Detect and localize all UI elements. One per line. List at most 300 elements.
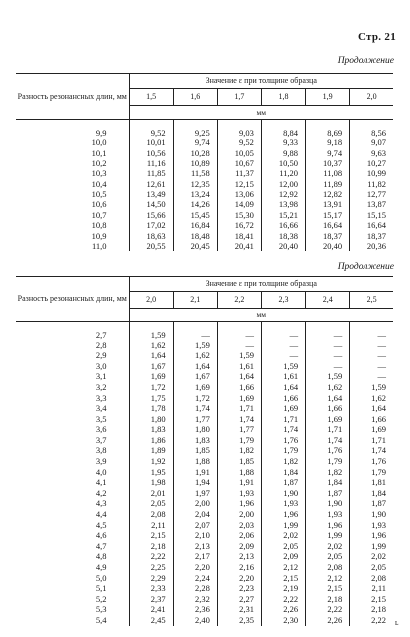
- epsilon-value-cell: 9,88: [261, 148, 305, 158]
- epsilon-value-cell: 1,92: [129, 456, 173, 467]
- epsilon-value-cell: 1,71: [306, 424, 350, 435]
- epsilon-value-cell: 1,88: [173, 456, 217, 467]
- epsilon-value-cell: 1,96: [217, 498, 261, 509]
- epsilon-value-cell: 15,66: [129, 210, 173, 220]
- epsilon-value-cell: 1,85: [173, 445, 217, 456]
- epsilon-value-cell: 1,90: [371, 509, 386, 520]
- epsilon-value-cell: 18,38: [261, 231, 305, 241]
- epsilon-value-cell: 1,69: [129, 371, 173, 382]
- epsilon-value-cell: 15,21: [261, 210, 305, 220]
- epsilon-value-cell: 1,91: [217, 477, 261, 488]
- epsilon-value-cell: 2,00: [173, 498, 217, 509]
- epsilon-value-cell: 1,74: [217, 414, 261, 425]
- epsilon-value-cell: 1,72: [173, 392, 217, 403]
- thickness-header: 2,3: [261, 292, 305, 309]
- epsilon-value-cell: —: [377, 360, 386, 371]
- table-row: [16, 210, 393, 220]
- table-row: [16, 350, 393, 361]
- epsilon-value-cell: 1,69: [217, 392, 261, 403]
- epsilon-value-cell: 13,06: [217, 189, 261, 199]
- epsilon-value-cell: 1,85: [217, 456, 261, 467]
- table-row: [16, 158, 393, 168]
- length-difference-cell: 3,5: [16, 414, 129, 425]
- epsilon-value-cell: 10,37: [306, 158, 350, 168]
- epsilon-value-cell: 18,63: [129, 231, 173, 241]
- epsilon-value-cell: 1,59: [306, 371, 350, 382]
- epsilon-value-cell: 1,69: [306, 414, 350, 425]
- epsilon-value-cell: 10,01: [129, 138, 173, 148]
- epsilon-value-cell: 1,71: [371, 434, 386, 445]
- epsilon-value-cell: 2,08: [371, 572, 386, 583]
- epsilon-value-cell: 2,15: [129, 530, 173, 541]
- epsilon-value-cell: 1,67: [129, 361, 173, 372]
- epsilon-value-cell: 9,03: [217, 120, 261, 138]
- epsilon-value-cell: 11,89: [306, 179, 350, 189]
- length-difference-cell: 4,0: [16, 467, 129, 478]
- epsilon-value-cell: 2,05: [129, 498, 173, 509]
- epsilon-value-cell: 11,08: [306, 169, 350, 179]
- epsilon-value-cell: 18,37: [306, 231, 350, 241]
- epsilon-value-cell: 2,09: [217, 541, 261, 552]
- epsilon-value-cell: 10,50: [261, 158, 305, 168]
- epsilon-value-cell: 1,93: [217, 488, 261, 499]
- length-difference-cell: 10,4: [16, 179, 129, 189]
- epsilon-value-cell: 9,18: [306, 138, 350, 148]
- epsilon-value-cell: 9,52: [129, 120, 173, 138]
- thickness-header: 1,9: [306, 89, 350, 106]
- epsilon-value-cell: 2,02: [261, 530, 305, 541]
- epsilon-value-cell: 2,10: [173, 530, 217, 541]
- thickness-header: 2,1: [173, 292, 217, 309]
- epsilon-value-cell: 2,22: [371, 614, 386, 625]
- epsilon-value-cell: 20,40: [261, 241, 305, 251]
- thickness-header: 1,7: [217, 89, 261, 106]
- length-difference-cell: 5,0: [16, 573, 129, 584]
- length-difference-cell: 5,2: [16, 594, 129, 605]
- epsilon-value-cell: 1,59: [371, 381, 386, 392]
- epsilon-value-cell: 2,15: [371, 593, 386, 604]
- table-row: [16, 509, 393, 520]
- length-difference-cell: 10,8: [16, 220, 129, 230]
- epsilon-value-cell: 1,66: [371, 413, 386, 424]
- group-header: Значение ε при толщине образца: [129, 74, 393, 89]
- epsilon-value-cell: —: [261, 340, 305, 351]
- epsilon-value-cell: 1,90: [306, 498, 350, 509]
- epsilon-value-cell: 14,26: [173, 200, 217, 210]
- epsilon-value-cell: 1,78: [129, 403, 173, 414]
- epsilon-value-cell: 2,00: [217, 509, 261, 520]
- epsilon-value-cell: 14,50: [129, 200, 173, 210]
- epsilon-value-cell: 2,12: [306, 573, 350, 584]
- epsilon-value-cell: —: [306, 322, 350, 340]
- thickness-header: 1,5: [129, 89, 173, 106]
- epsilon-value-cell: 2,20: [173, 562, 217, 573]
- epsilon-value-cell: 2,08: [129, 509, 173, 520]
- epsilon-value-cell: 1,64: [261, 382, 305, 393]
- epsilon-value-cell: 1,66: [306, 403, 350, 414]
- epsilon-value-cell: 2,05: [306, 551, 350, 562]
- epsilon-value-cell: 2,19: [261, 583, 305, 594]
- length-difference-cell: 2,8: [16, 340, 129, 351]
- row-label-header: Разность резонансных длин, мм: [16, 277, 129, 322]
- epsilon-value-cell: 1,82: [217, 445, 261, 456]
- epsilon-value-cell: 2,02: [306, 541, 350, 552]
- epsilon-value-cell: 2,07: [173, 520, 217, 531]
- table-row: [16, 445, 393, 456]
- epsilon-value-cell: 2,16: [217, 562, 261, 573]
- epsilon-value-cell: 8,69: [306, 120, 350, 138]
- length-difference-cell: 5,3: [16, 604, 129, 615]
- epsilon-value-cell: 2,18: [306, 594, 350, 605]
- table-row: [16, 467, 393, 478]
- table-row: [16, 414, 393, 425]
- epsilon-value-cell: 9,07: [371, 137, 386, 148]
- length-difference-cell: 10,5: [16, 189, 129, 199]
- epsilon-value-cell: 1,79: [306, 456, 350, 467]
- epsilon-value-cell: 20,36: [366, 240, 386, 251]
- table-row: [16, 138, 393, 148]
- epsilon-value-cell: 16,72: [217, 220, 261, 230]
- epsilon-value-cell: 9,25: [173, 120, 217, 138]
- epsilon-value-cell: 1,64: [371, 403, 386, 414]
- epsilon-value-cell: 10,28: [173, 148, 217, 158]
- epsilon-value-cell: 1,83: [173, 435, 217, 446]
- table-row: [16, 541, 393, 552]
- epsilon-value-cell: 2,17: [173, 551, 217, 562]
- length-difference-cell: 10,9: [16, 231, 129, 241]
- length-difference-cell: 3,1: [16, 371, 129, 382]
- table-row: [16, 148, 393, 158]
- thickness-header: 2,2: [217, 292, 261, 309]
- epsilon-value-cell: 2,32: [173, 594, 217, 605]
- epsilon-value-cell: 13,24: [173, 189, 217, 199]
- epsilon-value-cell: 20,41: [217, 241, 261, 251]
- table-row: [16, 241, 393, 251]
- epsilon-value-cell: 2,03: [217, 520, 261, 531]
- epsilon-value-cell: 1,76: [261, 435, 305, 446]
- epsilon-value-cell: —: [306, 361, 350, 372]
- epsilon-value-cell: 1,69: [173, 382, 217, 393]
- corner-mark: ʟ: [395, 618, 399, 627]
- table-row: [16, 615, 393, 626]
- epsilon-value-cell: 2,20: [217, 573, 261, 584]
- epsilon-value-cell: 1,97: [173, 488, 217, 499]
- length-difference-cell: 4,9: [16, 562, 129, 573]
- epsilon-value-cell: 11,16: [129, 158, 173, 168]
- epsilon-value-cell: 2,33: [129, 583, 173, 594]
- epsilon-value-cell: 1,93: [261, 498, 305, 509]
- epsilon-value-cell: 1,74: [371, 445, 386, 456]
- epsilon-value-cell: 1,87: [371, 498, 386, 509]
- epsilon-value-cell: 2,08: [306, 562, 350, 573]
- thickness-header: 1,6: [173, 89, 217, 106]
- epsilon-value-cell: 16,64: [306, 220, 350, 230]
- epsilon-value-cell: 2,27: [217, 594, 261, 605]
- epsilon-value-cell: 1,82: [261, 456, 305, 467]
- resonance-table-2: [16, 276, 393, 626]
- length-difference-cell: 11,0: [16, 241, 129, 251]
- epsilon-value-cell: 1,90: [261, 488, 305, 499]
- length-difference-cell: 4,3: [16, 498, 129, 509]
- epsilon-value-cell: 2,22: [129, 551, 173, 562]
- epsilon-value-cell: 16,66: [261, 220, 305, 230]
- page-number: Стр. 21: [357, 31, 396, 43]
- epsilon-value-cell: 10,89: [173, 158, 217, 168]
- table-row: [16, 520, 393, 531]
- epsilon-value-cell: 1,71: [261, 414, 305, 425]
- epsilon-value-cell: 20,40: [306, 241, 350, 251]
- epsilon-value-cell: 1,67: [173, 371, 217, 382]
- epsilon-value-cell: 2,11: [129, 520, 173, 531]
- epsilon-value-cell: 2,29: [129, 573, 173, 584]
- epsilon-value-cell: 12,35: [173, 179, 217, 189]
- epsilon-value-cell: 2,22: [261, 594, 305, 605]
- epsilon-value-cell: 2,13: [217, 551, 261, 562]
- table-row: [16, 169, 393, 179]
- epsilon-value-cell: 13,49: [129, 189, 173, 199]
- length-difference-cell: 3,3: [16, 392, 129, 403]
- epsilon-value-cell: 8,84: [261, 120, 305, 138]
- epsilon-value-cell: 1,99: [371, 540, 386, 551]
- length-difference-cell: 3,9: [16, 456, 129, 467]
- epsilon-value-cell: 2,15: [261, 573, 305, 584]
- epsilon-value-cell: 10,99: [366, 168, 386, 179]
- epsilon-value-cell: 11,37: [217, 169, 261, 179]
- epsilon-value-cell: 15,45: [173, 210, 217, 220]
- epsilon-value-cell: 12,15: [217, 179, 261, 189]
- length-difference-cell: 4,1: [16, 477, 129, 488]
- epsilon-value-cell: 1,80: [173, 424, 217, 435]
- epsilon-value-cell: 12,61: [129, 179, 173, 189]
- epsilon-value-cell: 1,76: [306, 445, 350, 456]
- epsilon-value-cell: —: [377, 350, 386, 361]
- epsilon-value-cell: 2,12: [261, 562, 305, 573]
- table-row: [16, 435, 393, 446]
- epsilon-value-cell: —: [377, 339, 386, 350]
- epsilon-value-cell: 2,11: [371, 583, 386, 594]
- table-row: [16, 551, 393, 562]
- length-difference-cell: 4,4: [16, 509, 129, 520]
- length-difference-cell: 10,6: [16, 200, 129, 210]
- epsilon-value-cell: 1,74: [173, 403, 217, 414]
- epsilon-value-cell: 18,41: [217, 231, 261, 241]
- length-difference-cell: 10,3: [16, 169, 129, 179]
- length-difference-cell: 4,6: [16, 530, 129, 541]
- epsilon-value-cell: 12,82: [306, 189, 350, 199]
- length-difference-cell: 2,9: [16, 350, 129, 361]
- group-header: Значение ε при толщине образца: [129, 277, 393, 292]
- epsilon-value-cell: —: [261, 350, 305, 361]
- thickness-header: 2,5: [350, 292, 393, 309]
- epsilon-value-cell: 2,13: [173, 541, 217, 552]
- epsilon-value-cell: 1,59: [173, 340, 217, 351]
- table-row: [16, 340, 393, 351]
- table-row: [16, 371, 393, 382]
- thickness-header: 2,0: [129, 292, 173, 309]
- epsilon-value-cell: 2,02: [371, 551, 386, 562]
- length-difference-cell: 5,4: [16, 615, 129, 626]
- table-row: [16, 361, 393, 372]
- epsilon-value-cell: 1,71: [217, 403, 261, 414]
- table-row: [16, 456, 393, 467]
- epsilon-value-cell: —: [377, 329, 386, 340]
- epsilon-value-cell: 1,61: [261, 371, 305, 382]
- epsilon-value-cell: 2,01: [129, 488, 173, 499]
- epsilon-value-cell: 16,84: [173, 220, 217, 230]
- epsilon-value-cell: 10,05: [217, 148, 261, 158]
- epsilon-value-cell: 1,74: [306, 435, 350, 446]
- epsilon-value-cell: 1,83: [129, 424, 173, 435]
- epsilon-value-cell: 13,98: [261, 200, 305, 210]
- epsilon-value-cell: 1,96: [371, 530, 386, 541]
- length-difference-cell: 4,2: [16, 488, 129, 499]
- length-difference-cell: 10,0: [16, 138, 129, 148]
- epsilon-value-cell: 1,99: [306, 530, 350, 541]
- epsilon-value-cell: 1,64: [129, 350, 173, 361]
- epsilon-value-cell: 1,74: [261, 424, 305, 435]
- epsilon-value-cell: 1,77: [173, 414, 217, 425]
- epsilon-value-cell: 1,62: [129, 340, 173, 351]
- table-row: [16, 573, 393, 584]
- epsilon-value-cell: 1,91: [173, 467, 217, 478]
- epsilon-value-cell: 2,26: [306, 615, 350, 626]
- epsilon-value-cell: 2,40: [173, 615, 217, 626]
- epsilon-value-cell: 2,37: [129, 594, 173, 605]
- table-row: [16, 382, 393, 393]
- epsilon-value-cell: —: [306, 340, 350, 351]
- epsilon-value-cell: 2,35: [217, 615, 261, 626]
- epsilon-value-cell: 1,77: [217, 424, 261, 435]
- table-row: [16, 604, 393, 615]
- epsilon-value-cell: 11,82: [367, 178, 386, 189]
- epsilon-value-cell: 1,66: [217, 382, 261, 393]
- epsilon-value-cell: 1,82: [306, 467, 350, 478]
- length-difference-cell: 10,1: [16, 148, 129, 158]
- epsilon-value-cell: 20,45: [173, 241, 217, 251]
- epsilon-value-cell: 1,62: [371, 392, 386, 403]
- length-difference-cell: 10,2: [16, 158, 129, 168]
- thickness-header: 1,8: [261, 89, 305, 106]
- epsilon-value-cell: 9,33: [261, 138, 305, 148]
- epsilon-value-cell: 1,96: [261, 509, 305, 520]
- epsilon-value-cell: 2,05: [371, 562, 386, 573]
- table-row: [16, 200, 393, 210]
- length-difference-cell: 3,0: [16, 361, 129, 372]
- epsilon-value-cell: 15,30: [217, 210, 261, 220]
- epsilon-value-cell: 1,88: [217, 467, 261, 478]
- epsilon-value-cell: 1,59: [261, 361, 305, 372]
- epsilon-value-cell: 11,20: [261, 169, 305, 179]
- continuation-label-bottom: Продолжение: [337, 262, 394, 272]
- epsilon-value-cell: 1,79: [217, 435, 261, 446]
- length-difference-cell: 4,7: [16, 541, 129, 552]
- length-difference-cell: 3,2: [16, 382, 129, 393]
- table-row: [16, 488, 393, 499]
- table-row: [16, 530, 393, 541]
- epsilon-value-cell: 13,91: [306, 200, 350, 210]
- epsilon-value-cell: 1,69: [371, 424, 386, 435]
- unit-header: мм: [129, 309, 393, 322]
- length-difference-cell: 3,6: [16, 424, 129, 435]
- length-difference-cell: 4,5: [16, 520, 129, 531]
- table-row: [16, 562, 393, 573]
- epsilon-value-cell: 1,64: [173, 361, 217, 372]
- epsilon-value-cell: 1,95: [129, 467, 173, 478]
- table-row: [16, 231, 393, 241]
- table-row: [16, 120, 393, 138]
- epsilon-value-cell: 12,92: [261, 189, 305, 199]
- length-difference-cell: 3,8: [16, 445, 129, 456]
- epsilon-value-cell: 1,94: [173, 477, 217, 488]
- epsilon-value-cell: 1,84: [306, 477, 350, 488]
- length-difference-cell: 5,1: [16, 583, 129, 594]
- epsilon-value-cell: 12,00: [261, 179, 305, 189]
- table-row: [16, 498, 393, 509]
- epsilon-value-cell: 2,30: [261, 615, 305, 626]
- epsilon-value-cell: —: [217, 322, 261, 340]
- epsilon-value-cell: 1,64: [217, 371, 261, 382]
- length-difference-cell: 2,7: [16, 322, 129, 340]
- epsilon-value-cell: 2,18: [129, 541, 173, 552]
- table-row: [16, 179, 393, 189]
- length-difference-cell: 3,7: [16, 435, 129, 446]
- length-difference-cell: 9,9: [16, 120, 129, 138]
- resonance-table-1: [16, 73, 393, 251]
- row-label-header: Разность резонансных длин, мм: [16, 74, 129, 120]
- length-difference-cell: 3,4: [16, 403, 129, 414]
- epsilon-value-cell: 1,72: [129, 382, 173, 393]
- epsilon-value-cell: 1,62: [306, 382, 350, 393]
- length-difference-cell: 4,8: [16, 551, 129, 562]
- epsilon-value-cell: 2,04: [173, 509, 217, 520]
- epsilon-value-cell: 1,62: [173, 350, 217, 361]
- epsilon-value-cell: 10,67: [217, 158, 261, 168]
- epsilon-value-cell: 1,79: [371, 466, 386, 477]
- epsilon-value-cell: 9,74: [306, 148, 350, 158]
- epsilon-value-cell: 17,02: [129, 220, 173, 230]
- epsilon-value-cell: —: [261, 322, 305, 340]
- table-row: [16, 594, 393, 605]
- epsilon-value-cell: 1,69: [261, 403, 305, 414]
- epsilon-value-cell: 2,15: [306, 583, 350, 594]
- epsilon-value-cell: 1,93: [306, 509, 350, 520]
- epsilon-value-cell: 1,84: [371, 487, 386, 498]
- epsilon-value-cell: 1,59: [217, 350, 261, 361]
- epsilon-value-cell: 10,56: [129, 148, 173, 158]
- table-row: [16, 583, 393, 594]
- epsilon-value-cell: 2,23: [217, 583, 261, 594]
- epsilon-value-cell: 2,36: [173, 604, 217, 615]
- epsilon-value-cell: 2,06: [217, 530, 261, 541]
- epsilon-value-cell: 18,48: [173, 231, 217, 241]
- epsilon-value-cell: 1,79: [261, 445, 305, 456]
- table-row: [16, 220, 393, 230]
- table-row: [16, 424, 393, 435]
- epsilon-value-cell: 14,09: [217, 200, 261, 210]
- epsilon-value-cell: 2,25: [129, 562, 173, 573]
- epsilon-value-cell: 9,63: [371, 147, 386, 158]
- epsilon-value-cell: 1,64: [306, 392, 350, 403]
- epsilon-value-cell: 1,75: [129, 392, 173, 403]
- epsilon-value-cell: 11,58: [173, 169, 217, 179]
- unit-header: мм: [129, 106, 393, 120]
- epsilon-value-cell: 2,05: [261, 541, 305, 552]
- epsilon-value-cell: 2,26: [261, 604, 305, 615]
- epsilon-value-cell: 8,56: [371, 127, 386, 138]
- epsilon-value-cell: 1,89: [129, 445, 173, 456]
- epsilon-value-cell: 9,74: [173, 138, 217, 148]
- epsilon-value-cell: 18,37: [366, 230, 386, 241]
